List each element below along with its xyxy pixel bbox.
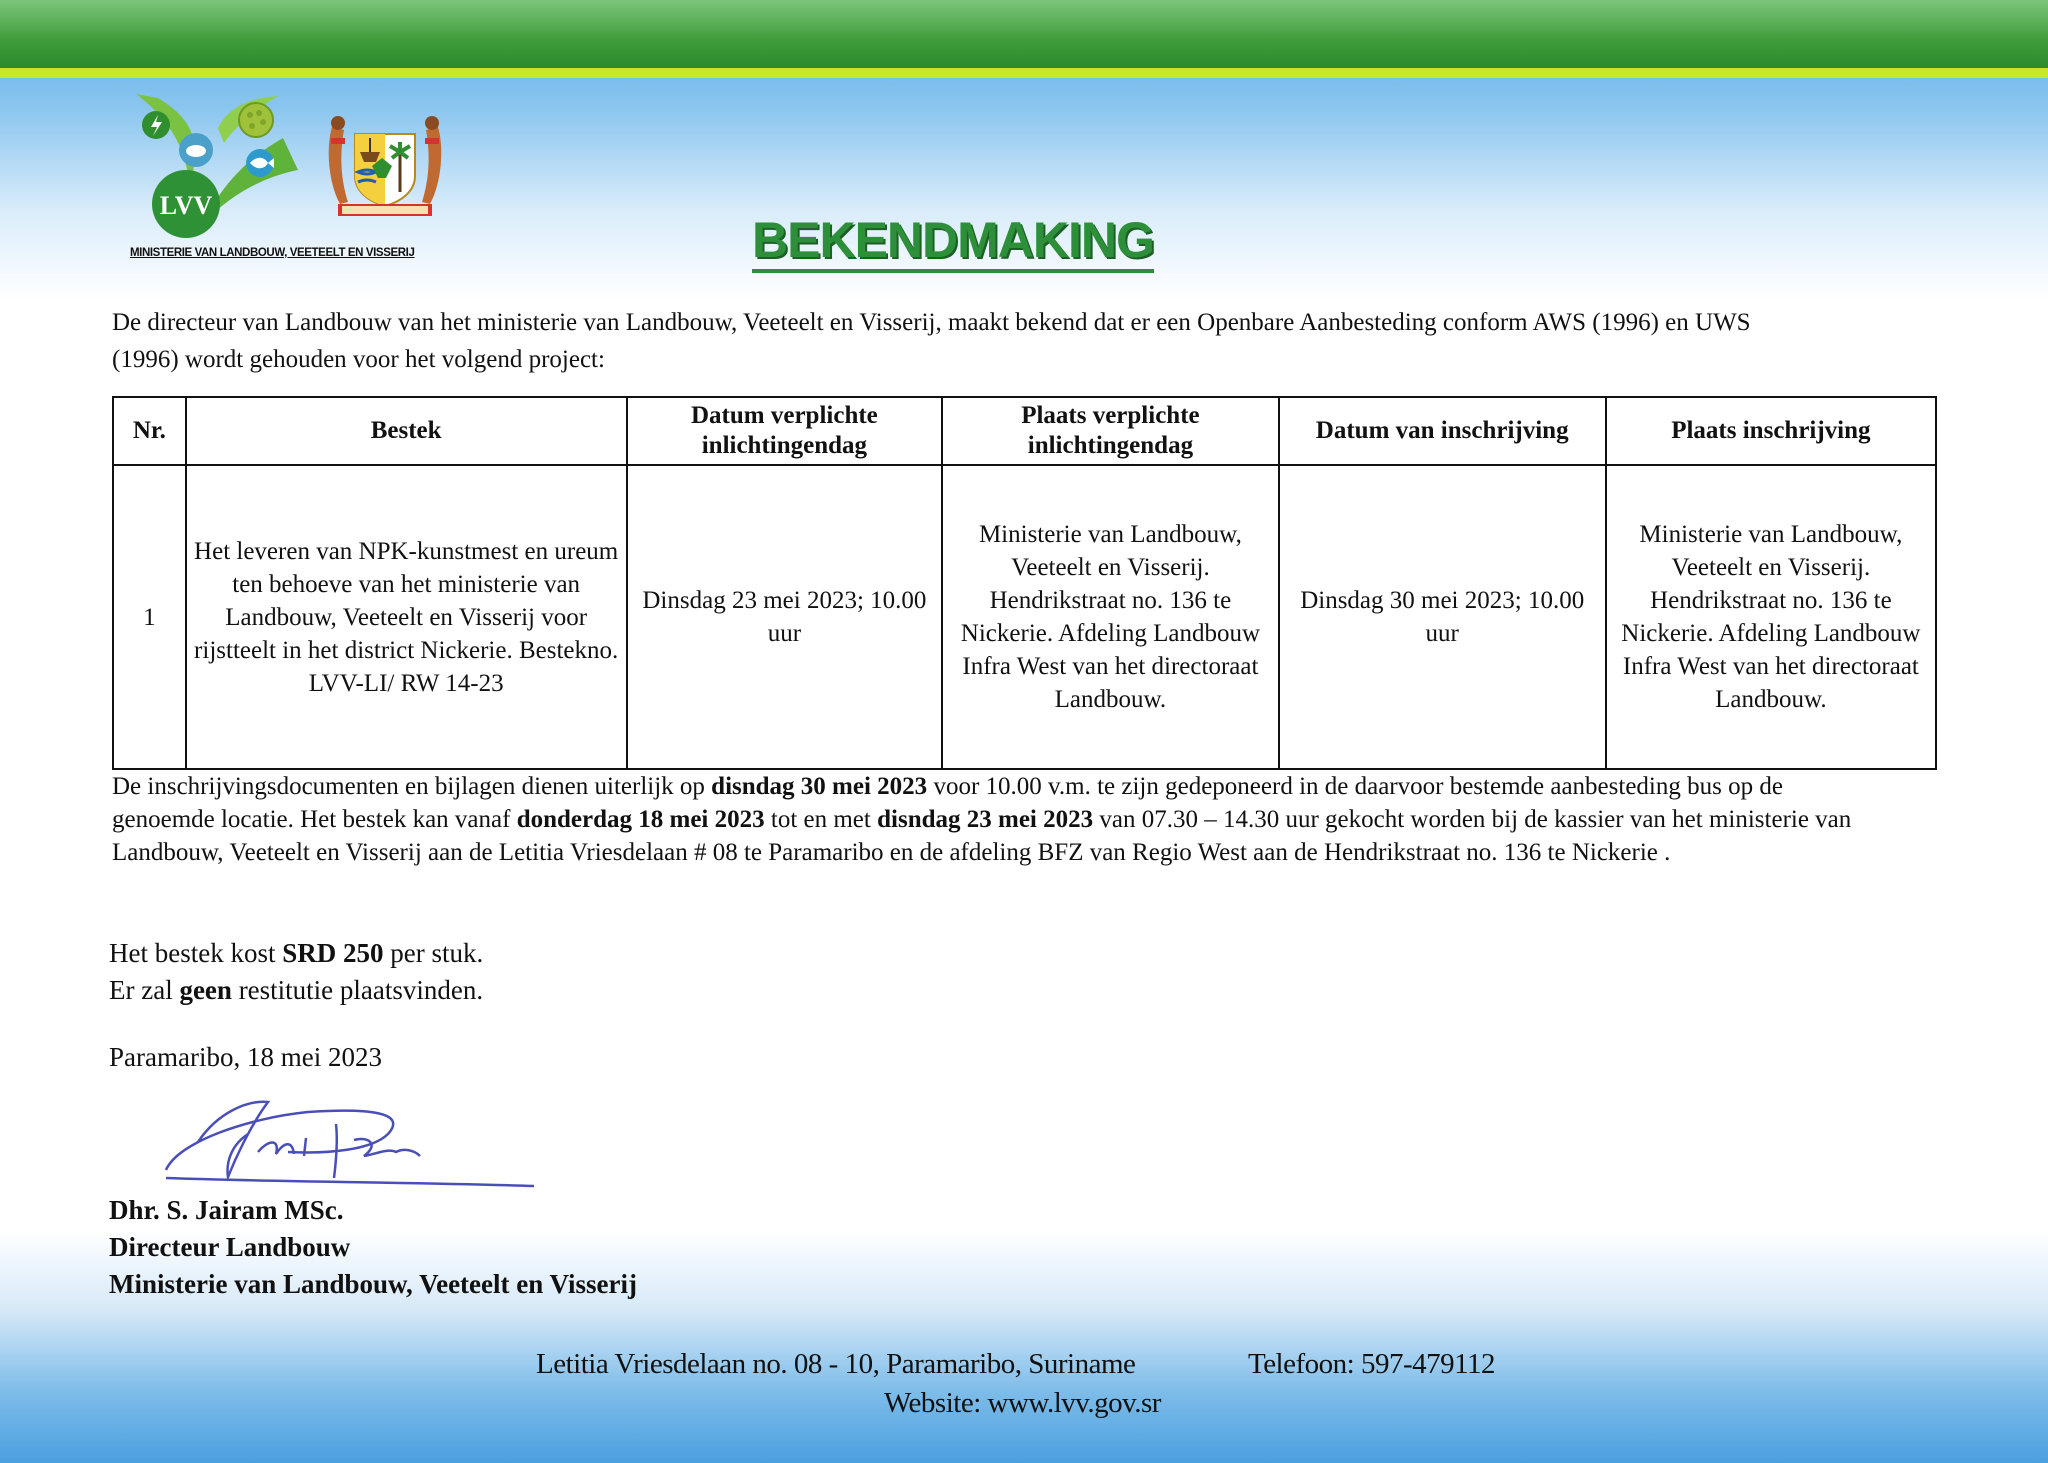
sale-end-date: disndag 23 mei 2023 xyxy=(877,806,1094,833)
signer-ministry: Ministerie van Landbouw, Veeteelt en Visserij xyxy=(109,1269,637,1299)
footer-website: Website: www.lvv.gov.sr xyxy=(884,1387,1161,1419)
lvv-logo-text: LVV xyxy=(159,191,213,220)
place-date: Paramaribo, 18 mei 2023 xyxy=(109,1042,382,1072)
cell-datum-inlichtingendag: Dinsdag 23 mei 2023; 10.00 uur xyxy=(627,465,943,769)
table-row xyxy=(113,465,1936,769)
cell-datum-inschrijving: Dinsdag 30 mei 2023; 10.00 uur xyxy=(1279,465,1606,769)
intro-paragraph: De directeur van Landbouw van het ministerie van Landbouw, Veeteelt en Visserij, maakt bekend dat er een Openbare Aanbesteding conform AWS (1996) en UWS (1996) wordt gehouden voor het volgend project: xyxy=(112,309,1751,373)
sale-start-date: donderdag 18 mei 2023 xyxy=(516,806,765,833)
cost-text-pre: Het bestek kost xyxy=(109,938,283,968)
cost-amount: SRD 250 xyxy=(282,938,384,968)
restitution-text-post: restitutie plaatsvinden. xyxy=(231,975,484,1005)
header-green-bar xyxy=(0,0,2048,68)
cost-block xyxy=(109,935,483,1009)
submission-paragraph xyxy=(112,770,1872,869)
column-header-bestek: Bestek xyxy=(186,397,627,465)
restitution-text-pre: Er zal xyxy=(109,975,180,1005)
column-header-nr: Nr. xyxy=(113,397,186,465)
column-header-plaats-inschrijving: Plaats inschrijving xyxy=(1606,397,1936,465)
column-header-plaats-inlichtingendag: Plaats verplichte inlichtingendag xyxy=(942,397,1278,465)
column-header-datum-inlichtingendag: Datum verplichte inlichtingendag xyxy=(627,397,943,465)
cost-line xyxy=(109,935,483,972)
footer-address: Letitia Vriesdelaan no. 08 - 10, Paramaribo, Suriname xyxy=(536,1348,1136,1380)
signer-name: Dhr. S. Jairam MSc. xyxy=(109,1195,344,1225)
cell-plaats-inlichtingendag: Ministerie van Landbouw, Veeteelt en Visserij. Hendrikstraat no. 136 te Nickerie. Afdeling Landbouw Infra West van het directoraat Landbouw. xyxy=(942,465,1278,769)
cell-bestek: Het leveren van NPK-kunstmest en ureum ten behoeve van het ministerie van Landbouw, Veeteelt en Visserij voor rijstteelt in het district Nickerie. Bestekno. LVV-LI/ RW 14-23 xyxy=(186,465,627,769)
signer-block xyxy=(109,1192,637,1303)
ministry-caption: MINISTERIE VAN LANDBOUW, VEETEELT EN VISSERIJ xyxy=(130,247,415,259)
handwritten-signature xyxy=(158,1082,538,1192)
page-title: BEKENDMAKING xyxy=(752,213,1154,273)
cell-nr: 1 xyxy=(113,465,186,769)
table-header-row xyxy=(113,397,1936,465)
submission-text-2: voor 10.00 v.m. te zijn gedeponeerd in de daarvoor bestemde aanbesteding bus op de genoemde locatie. Het bestek kan vanaf xyxy=(112,773,1783,833)
header-lime-stripe xyxy=(0,68,2048,78)
submission-deadline: disndag 30 mei 2023 xyxy=(711,773,928,800)
restitution-geen: geen xyxy=(179,975,232,1005)
cost-text-post: per stuk. xyxy=(383,938,484,968)
signer-role: Directeur Landbouw xyxy=(109,1232,351,1262)
submission-text-1: De inschrijvingsdocumenten en bijlagen dienen uiterlijk op xyxy=(112,773,712,800)
column-header-datum-inschrijving: Datum van inschrijving xyxy=(1279,397,1606,465)
submission-text-3: tot en met xyxy=(764,806,878,833)
tender-table xyxy=(112,396,1937,770)
restitution-line xyxy=(109,972,483,1009)
coat-of-arms-emblem xyxy=(322,112,448,220)
cell-plaats-inschrijving: Ministerie van Landbouw, Veeteelt en Visserij. Hendrikstraat no. 136 te Nickerie. Afdeling Landbouw Infra West van het directoraat Landbouw. xyxy=(1606,465,1936,769)
footer-phone: Telefoon: 597-479112 xyxy=(1248,1348,1496,1380)
submission-text-4: van 07.30 – 14.30 uur gekocht worden bij de kassier van het ministerie van Landbouw, Veeteelt en Visserij aan de Letitia Vriesdelaan # 08 te Paramaribo en de afdeling BFZ van Regio West aan de Hendrikstraat no. 136 te Nickerie . xyxy=(112,806,1852,866)
